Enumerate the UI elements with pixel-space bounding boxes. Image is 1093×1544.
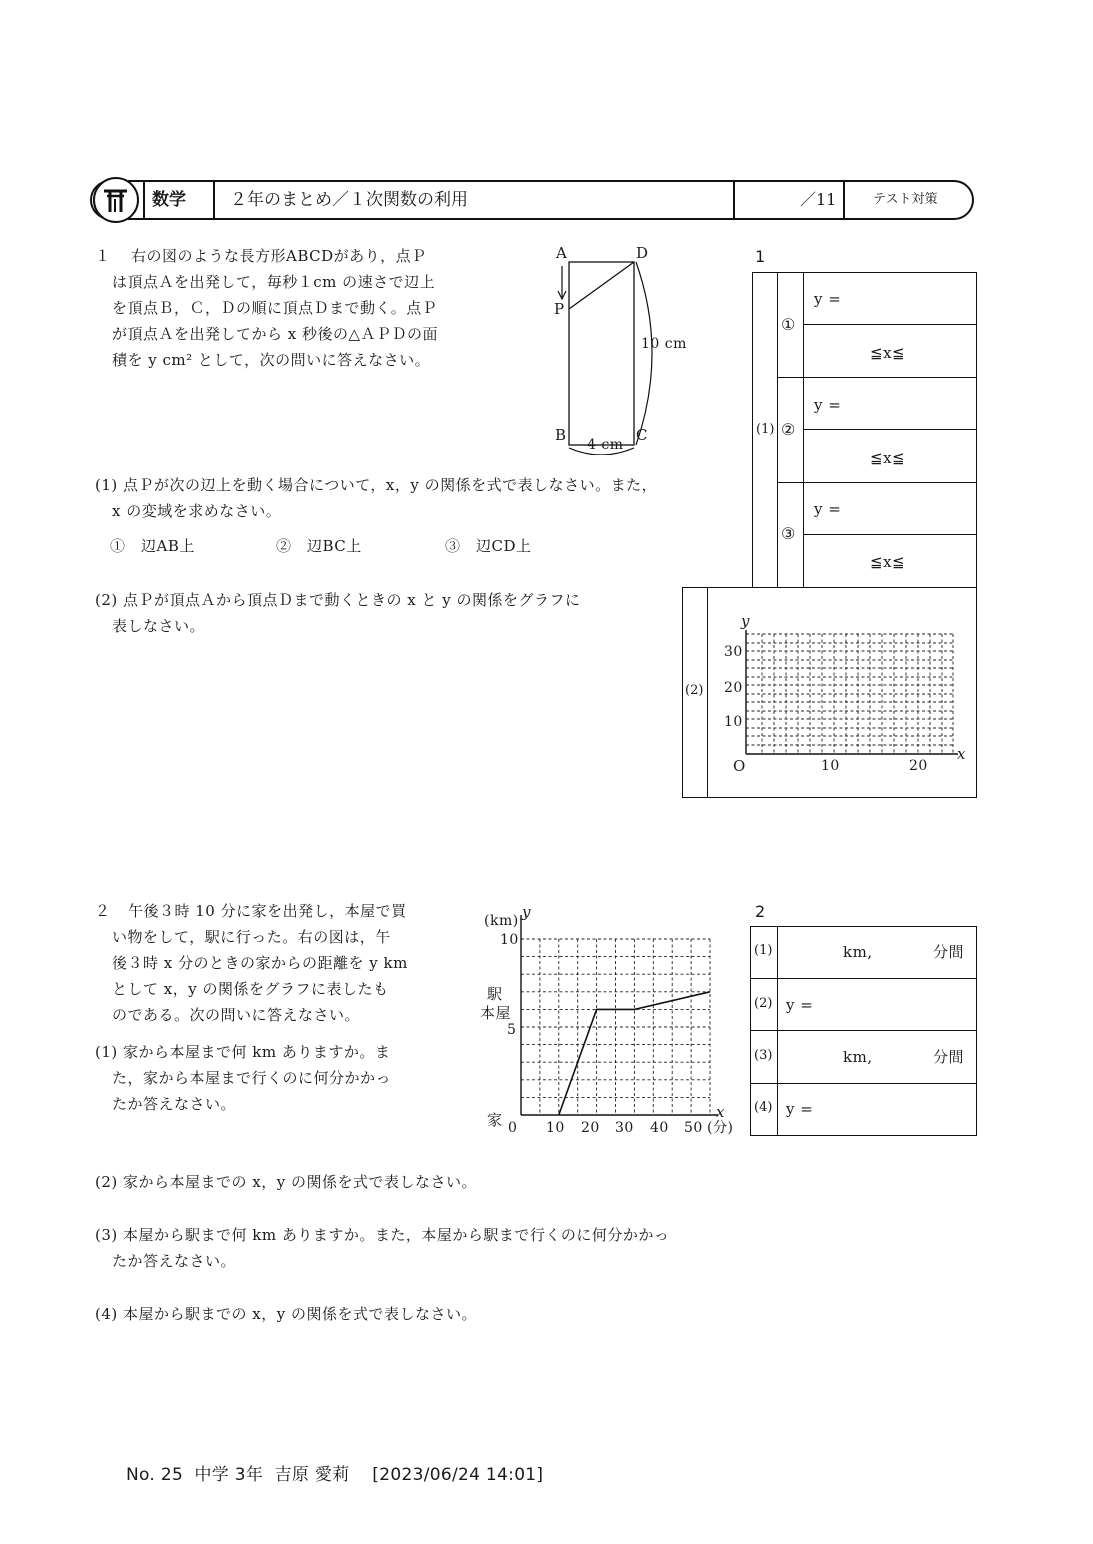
y-unit-label: (km) bbox=[484, 913, 519, 929]
header-divider bbox=[213, 182, 215, 218]
station-label: 駅 bbox=[487, 985, 503, 1003]
score-label: ／11 bbox=[800, 190, 837, 209]
q2-line: 午後３時 10 分に家を出発し，本屋で買 bbox=[128, 902, 407, 920]
unit-title: ２年のまとめ／１次関数の利用 bbox=[230, 190, 468, 210]
q2-sub2-line: (2) 家から本屋までの x，y の関係を式で表しなさい。 bbox=[95, 1173, 477, 1191]
grid-y-tick: 10 bbox=[724, 714, 743, 730]
q2-line: 後３時 x 分のときの家からの距離を y km bbox=[112, 954, 408, 972]
divider bbox=[777, 272, 778, 588]
range-field[interactable]: ≦x≦ bbox=[870, 553, 906, 571]
km-field[interactable]: km, bbox=[843, 943, 873, 961]
q2-sub4-line: (4) 本屋から駅までの x，y の関係を式で表しなさい。 bbox=[95, 1305, 477, 1323]
q1-line: は頂点Ａを出発して，毎秒１cm の速さで辺上 bbox=[112, 273, 436, 291]
x-tick-label: 30 bbox=[615, 1120, 634, 1136]
q2-sub1-line: たか答えなさい。 bbox=[112, 1095, 237, 1113]
q2-sub1-line: (1) 家から本屋まで何 km ありますか。ま bbox=[95, 1043, 391, 1061]
x-tick-label: 40 bbox=[650, 1120, 669, 1136]
grid-origin-label: O bbox=[733, 757, 746, 775]
equation-field[interactable]: y = bbox=[814, 290, 842, 308]
equation-field[interactable]: y = bbox=[814, 500, 842, 518]
divider bbox=[803, 324, 977, 325]
grid-x-tick: 20 bbox=[909, 758, 928, 774]
label-c: C bbox=[636, 426, 648, 444]
logo-icon bbox=[93, 177, 139, 223]
minutes-field[interactable]: 分間 bbox=[933, 1048, 965, 1066]
answer2-row-label: (4) bbox=[754, 1100, 773, 1115]
label-d: D bbox=[636, 244, 649, 262]
grid-y-tick: 30 bbox=[724, 644, 743, 660]
q2-number: ２ bbox=[95, 902, 111, 920]
q1-sub2-line: (2) 点Ｐが頂点Ａから頂点Ｄまで動くときの x と y の関係をグラフに bbox=[95, 591, 581, 609]
side-length-label: 10 cm bbox=[641, 336, 687, 352]
grid-y-axis-label: y bbox=[741, 612, 750, 630]
q1-option: ① 辺AB上 bbox=[110, 537, 195, 555]
divider bbox=[803, 534, 977, 535]
answer2-row-label: (3) bbox=[754, 1048, 773, 1063]
x-tick-label: 10 bbox=[546, 1120, 565, 1136]
header-bar bbox=[90, 180, 974, 220]
y-axis-label: y bbox=[522, 903, 531, 921]
q1-sub2-line: 表しなさい。 bbox=[112, 617, 206, 635]
divider bbox=[750, 1083, 977, 1084]
grid-y-tick: 20 bbox=[724, 680, 743, 696]
footer-text: No. 25 中学 3年 吉原 愛莉 [2023/06/24 14:01] bbox=[126, 1465, 544, 1485]
minutes-field[interactable]: 分間 bbox=[933, 943, 965, 961]
distance-series-line bbox=[559, 992, 710, 1115]
q1-sub1-line: x の変域を求めなさい。 bbox=[112, 502, 282, 520]
q2-sub3-line: たか答えなさい。 bbox=[112, 1252, 237, 1270]
divider bbox=[750, 1030, 977, 1031]
grid-x-tick: 10 bbox=[821, 758, 840, 774]
q1-line: 右の図のような長方形ABCDがあり，点Ｐ bbox=[131, 247, 427, 265]
answer1-part2-label: (2) bbox=[685, 683, 704, 698]
divider bbox=[803, 429, 977, 430]
x-tick-label: 20 bbox=[581, 1120, 600, 1136]
range-field[interactable]: ≦x≦ bbox=[870, 344, 906, 362]
home-label: 家 bbox=[487, 1111, 503, 1129]
subject-label: 数学 bbox=[152, 190, 186, 210]
equation-field[interactable]: y = bbox=[786, 1100, 814, 1118]
q2-line: として x，y の関係をグラフに表したも bbox=[112, 980, 389, 998]
grid-x-axis-label: x bbox=[957, 745, 966, 763]
q2-line: い物をして，駅に行った。右の図は，午 bbox=[112, 928, 391, 946]
row-number: ② bbox=[781, 420, 796, 439]
row-number: ③ bbox=[781, 524, 796, 543]
x-tick-label: 0 bbox=[508, 1120, 518, 1136]
header-divider bbox=[733, 182, 735, 218]
q1-line: が頂点Ａを出発してから x 秒後の△ＡＰＤの面 bbox=[112, 325, 439, 343]
answer2-row-label: (1) bbox=[754, 943, 773, 958]
badge-label: テスト対策 bbox=[873, 192, 938, 207]
km-field[interactable]: km, bbox=[843, 1048, 873, 1066]
q2-sub3-line: (3) 本屋から駅まで何 km ありますか。また，本屋から駅まで行くのに何分かかっ bbox=[95, 1226, 670, 1244]
divider bbox=[777, 482, 977, 483]
row-number: ① bbox=[781, 315, 796, 334]
answer2-title: 2 bbox=[755, 902, 766, 921]
range-field[interactable]: ≦x≦ bbox=[870, 449, 906, 467]
q1-line: を頂点Ｂ，Ｃ，Ｄの順に頂点Ｄまで動く。点Ｐ bbox=[112, 299, 438, 317]
header-divider bbox=[143, 182, 145, 218]
q1-option: ③ 辺CD上 bbox=[445, 537, 532, 555]
q2-sub1-line: た，家から本屋まで行くのに何分かかっ bbox=[112, 1069, 392, 1087]
answer2-row-label: (2) bbox=[754, 996, 773, 1011]
bottom-length-label: 4 cm bbox=[587, 437, 624, 453]
x-tick-label: 50 bbox=[684, 1120, 703, 1136]
label-a: A bbox=[556, 244, 568, 262]
divider bbox=[777, 377, 977, 378]
q2-line: のである。次の問いに答えなさい。 bbox=[112, 1006, 361, 1024]
header-divider bbox=[843, 182, 845, 218]
label-b: B bbox=[555, 426, 567, 444]
q1-number: １ bbox=[95, 247, 111, 265]
q1-sub1-line: (1) 点Ｐが次の辺上を動く場合について，x，y の関係を式で表しなさい。また， bbox=[95, 476, 658, 494]
label-p: P bbox=[554, 300, 565, 318]
x-axis-label: x bbox=[716, 1103, 725, 1121]
y-tick-label: 5 bbox=[507, 1022, 517, 1038]
bookstore-label: 本屋 bbox=[480, 1004, 512, 1022]
y-tick-label: 10 bbox=[500, 932, 519, 948]
x-unit-label: (分) bbox=[707, 1120, 734, 1136]
equation-field[interactable]: y = bbox=[814, 396, 842, 414]
answer1-title: 1 bbox=[755, 247, 766, 266]
q1-line: 積を y cm² として，次の問いに答えなさい。 bbox=[112, 351, 431, 369]
divider bbox=[750, 978, 977, 979]
answer1-part1-label: (1) bbox=[756, 422, 775, 437]
q1-option: ② 辺BC上 bbox=[276, 537, 362, 555]
equation-field[interactable]: y = bbox=[786, 996, 814, 1014]
